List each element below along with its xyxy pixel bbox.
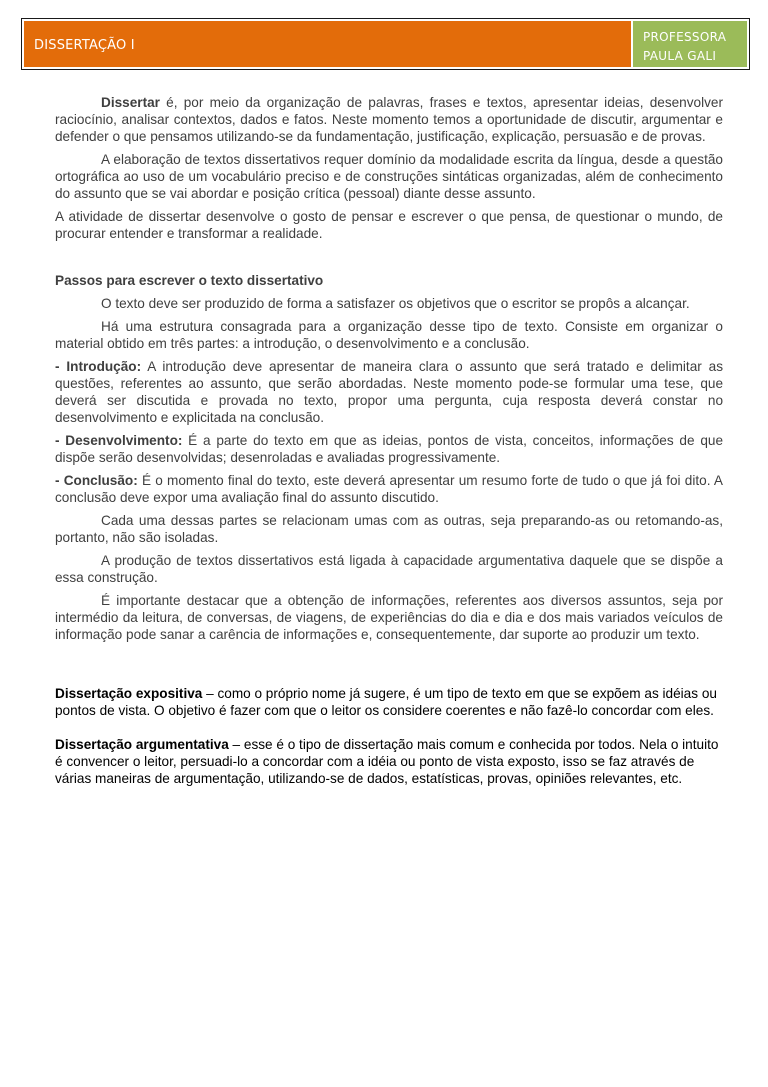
steps-conclusao [55, 472, 723, 506]
header-title-box [24, 21, 631, 67]
label-introducao: - Introdução: [55, 359, 142, 374]
steps-paragraph-5: É importante destacar que a obtenção de informações, referentes aos diversos assuntos, seja por intermédio da leitura, de conversas, de viagens, de experiências do dia e dia e dos mais variados veículos de informação pode sanar a carência de informações e, consequentemente, dar suporte ao produzir um texto. [55, 593, 723, 642]
text-expositiva: – como o próprio nome já sugere, é um tipo de texto em que se expõem as idéias ou pontos de vista. O objetivo é fazer com que o leitor os considere coerentes e não fazê-lo concordar com eles. [55, 686, 717, 718]
intro-paragraph-2: A elaboração de textos dissertativos requer domínio da modalidade escrita da língua, desde a questão ortográfica ao uso de um vocabulário preciso e de construções sintáticas organizadas, além de conhecimento do assunto que se vai abordar e posição crítica (pessoal) diante desse assunto. [55, 152, 723, 201]
text-introducao: A introdução deve apresentar de maneira clara o assunto que será tratado e delimitar as questões, referentes ao assunto, que serão abordadas. Neste momento pode-se formular uma tese, que deverá ser discutida e provada no texto, propor uma pergunta, cuja resposta deverá constar no desenvolvimento e explicitada na conclusão. [55, 359, 723, 425]
intro-paragraph-1 [55, 94, 723, 145]
steps-paragraph-1: O texto deve ser produzido de forma a satisfazer os objetivos que o escritor se propôs a alcançar. [101, 296, 690, 311]
header-author-box [633, 21, 747, 67]
section-heading-steps: Passos para escrever o texto dissertativo [55, 273, 324, 288]
steps-paragraph-4: A produção de textos dissertativos está ligada à capacidade argumentativa daquele que se dispõe a essa construção. [55, 553, 723, 585]
steps-desenvolvimento [55, 432, 723, 466]
intro-paragraph-1-text: é, por meio da organização de palavras, frases e textos, apresentar ideias, desenvolver raciocínio, analisar contextos, dados e fatos. Neste momento temos a oportunidade de discutir, argumentar e defender o que pensamos utilizando-se da fundamentação, justificação, explicação, persuasão e de provas. [55, 95, 723, 144]
text-argumentativa: – esse é o tipo de dissertação mais comum e conhecida por todos. Nela o intuito é convencer o leitor, persuadi-lo a concordar com a idéia ou ponto de vista exposto, isso se faz através de várias maneiras de argumentação, utilizando-se de dados, estatísticas, provas, opiniões relevantes, etc. [55, 737, 719, 786]
header-title: DISSERTAÇÃO I [34, 38, 135, 53]
header-author-line2: PAULA GALI [643, 49, 717, 63]
document-body [55, 94, 723, 787]
header-author-line1: PROFESSORA [643, 30, 727, 44]
page-header [21, 18, 750, 70]
label-conclusao: - Conclusão: [55, 473, 138, 488]
steps-paragraph-2: Há uma estrutura consagrada para a organização desse tipo de texto. Consiste em organizar o material obtido em três partes: a introdução, o desenvolvimento e a conclusão. [55, 319, 723, 351]
label-expositiva: Dissertação expositiva [55, 686, 203, 701]
steps-paragraph-3: Cada uma dessas partes se relacionam umas com as outras, seja preparando-as ou retomando-as, portanto, não são isoladas. [55, 513, 723, 545]
label-argumentativa: Dissertação argumentativa [55, 737, 229, 752]
type-argumentativa [55, 736, 723, 787]
steps-introducao [55, 358, 723, 426]
text-conclusao: É o momento final do texto, este deverá apresentar um resumo forte de tudo o que já foi dito. A conclusão deve expor uma avaliação final do assunto discutido. [55, 473, 724, 505]
intro-paragraph-3: A atividade de dissertar desenvolve o gosto de pensar e escrever o que pensa, de questionar o mundo, de procurar entender e transformar a realidade. [55, 209, 723, 241]
text-desenvolvimento: É a parte do texto em que as ideias, pontos de vista, conceitos, informações de que dispõe serão desenvolvidas; desenroladas e avaliadas progressivamente. [55, 433, 724, 465]
label-desenvolvimento: - Desenvolvimento: [55, 433, 183, 448]
type-expositiva [55, 685, 723, 719]
term-dissertar: Dissertar [101, 95, 160, 110]
